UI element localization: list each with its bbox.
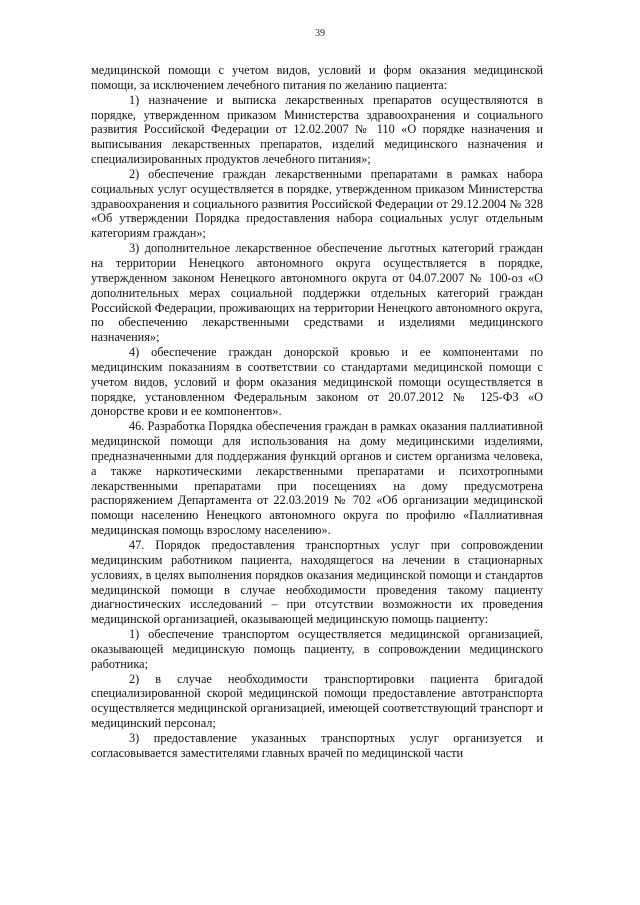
paragraph: 2) в случае необходимости транспортировки пациента бригадой специализированной скорой медицинской помощи предоставление автотранспорта осуществляется медицинской организацией, имеющей соответствующий транспорт и медицинский персонал; — [91, 671, 543, 731]
paragraph: 1) обеспечение транспортом осуществляется медицинской организацией, оказывающей медицинскую помощь пациенту, в сопровождении медицинского работника; — [91, 627, 543, 671]
paragraph: 3) дополнительное лекарственное обеспечение льготных категорий граждан на территории Ненецкого автономного округа осуществляется в порядке, утвержденном законом Ненецкого автономного округа от 04.07.2007 № 100-оз «О дополнительных мерах социальной поддержки отдельных категорий граждан Российской Федерации, проживающих на территории Ненецкого автономного округа, по обеспечению лекарственными средствами и изделиями медицинского назначения»; — [91, 241, 543, 345]
paragraph: 1) назначение и выписка лекарственных препаратов осуществляются в порядке, утвержденном приказом Министерства здравоохранения и социального развития Российской Федерации от 12.02.2007 № 110 «О порядке назначения и выписывания лекарственных препаратов, изделий медицинского назначения и специализированных продуктов лечебного питания»; — [91, 92, 543, 167]
paragraph: медицинской помощи с учетом видов, условий и форм оказания медицинской помощи, за исключением лечебного питания по желанию пациента: — [91, 63, 543, 92]
document-body — [91, 63, 543, 761]
paragraph: 2) обеспечение граждан лекарственными препаратами в рамках набора социальных услуг осуществляется в порядке, утвержденном приказом Министерства здравоохранения и социального развития Российской Федерации от 29.12.2004 № 328 «Об утверждении Порядка предоставления набора социальных услуг отдельным категориям граждан»; — [91, 166, 543, 241]
paragraph: 46. Разработка Порядка обеспечения граждан в рамках оказания паллиативной медицинской помощи для использования на дому медицинскими изделиями, предназначенными для поддержания функций органов и систем организма человека, а также наркотическими лекарственными препаратами и психотропными лекарственными препаратами при посещениях на дому предусмотрена распоряжением Департамента от 22.03.2019 № 702 «Об организации медицинской помощи населению Ненецкого автономного округа по профилю «Паллиативная медицинская помощь взрослому населению». — [91, 419, 543, 538]
paragraph: 47. Порядок предоставления транспортных услуг при сопровождении медицинским работником пациента, находящегося на лечении в стационарных условиях, в целях выполнения порядков оказания медицинской помощи и стандартов медицинской помощи в случае необходимости проведения такому пациенту диагностических исследований – при отсутствии возможности их проведения медицинской организацией, оказывающей медицинскую помощь пациенту: — [91, 538, 543, 627]
paragraph: 3) предоставление указанных транспортных услуг организуется и согласовывается заместителями главных врачей по медицинской части — [91, 730, 543, 760]
paragraph: 4) обеспечение граждан донорской кровью и ее компонентами по медицинским показаниям в соответствии со стандартами медицинской помощи с учетом видов, условий и форм оказания медицинской помощи осуществляется в порядке, установленном Федеральным законом от 20.07.2012 № 125-ФЗ «О донорстве крови и ее компонентов». — [91, 345, 543, 419]
page-number: 39 — [315, 28, 325, 39]
